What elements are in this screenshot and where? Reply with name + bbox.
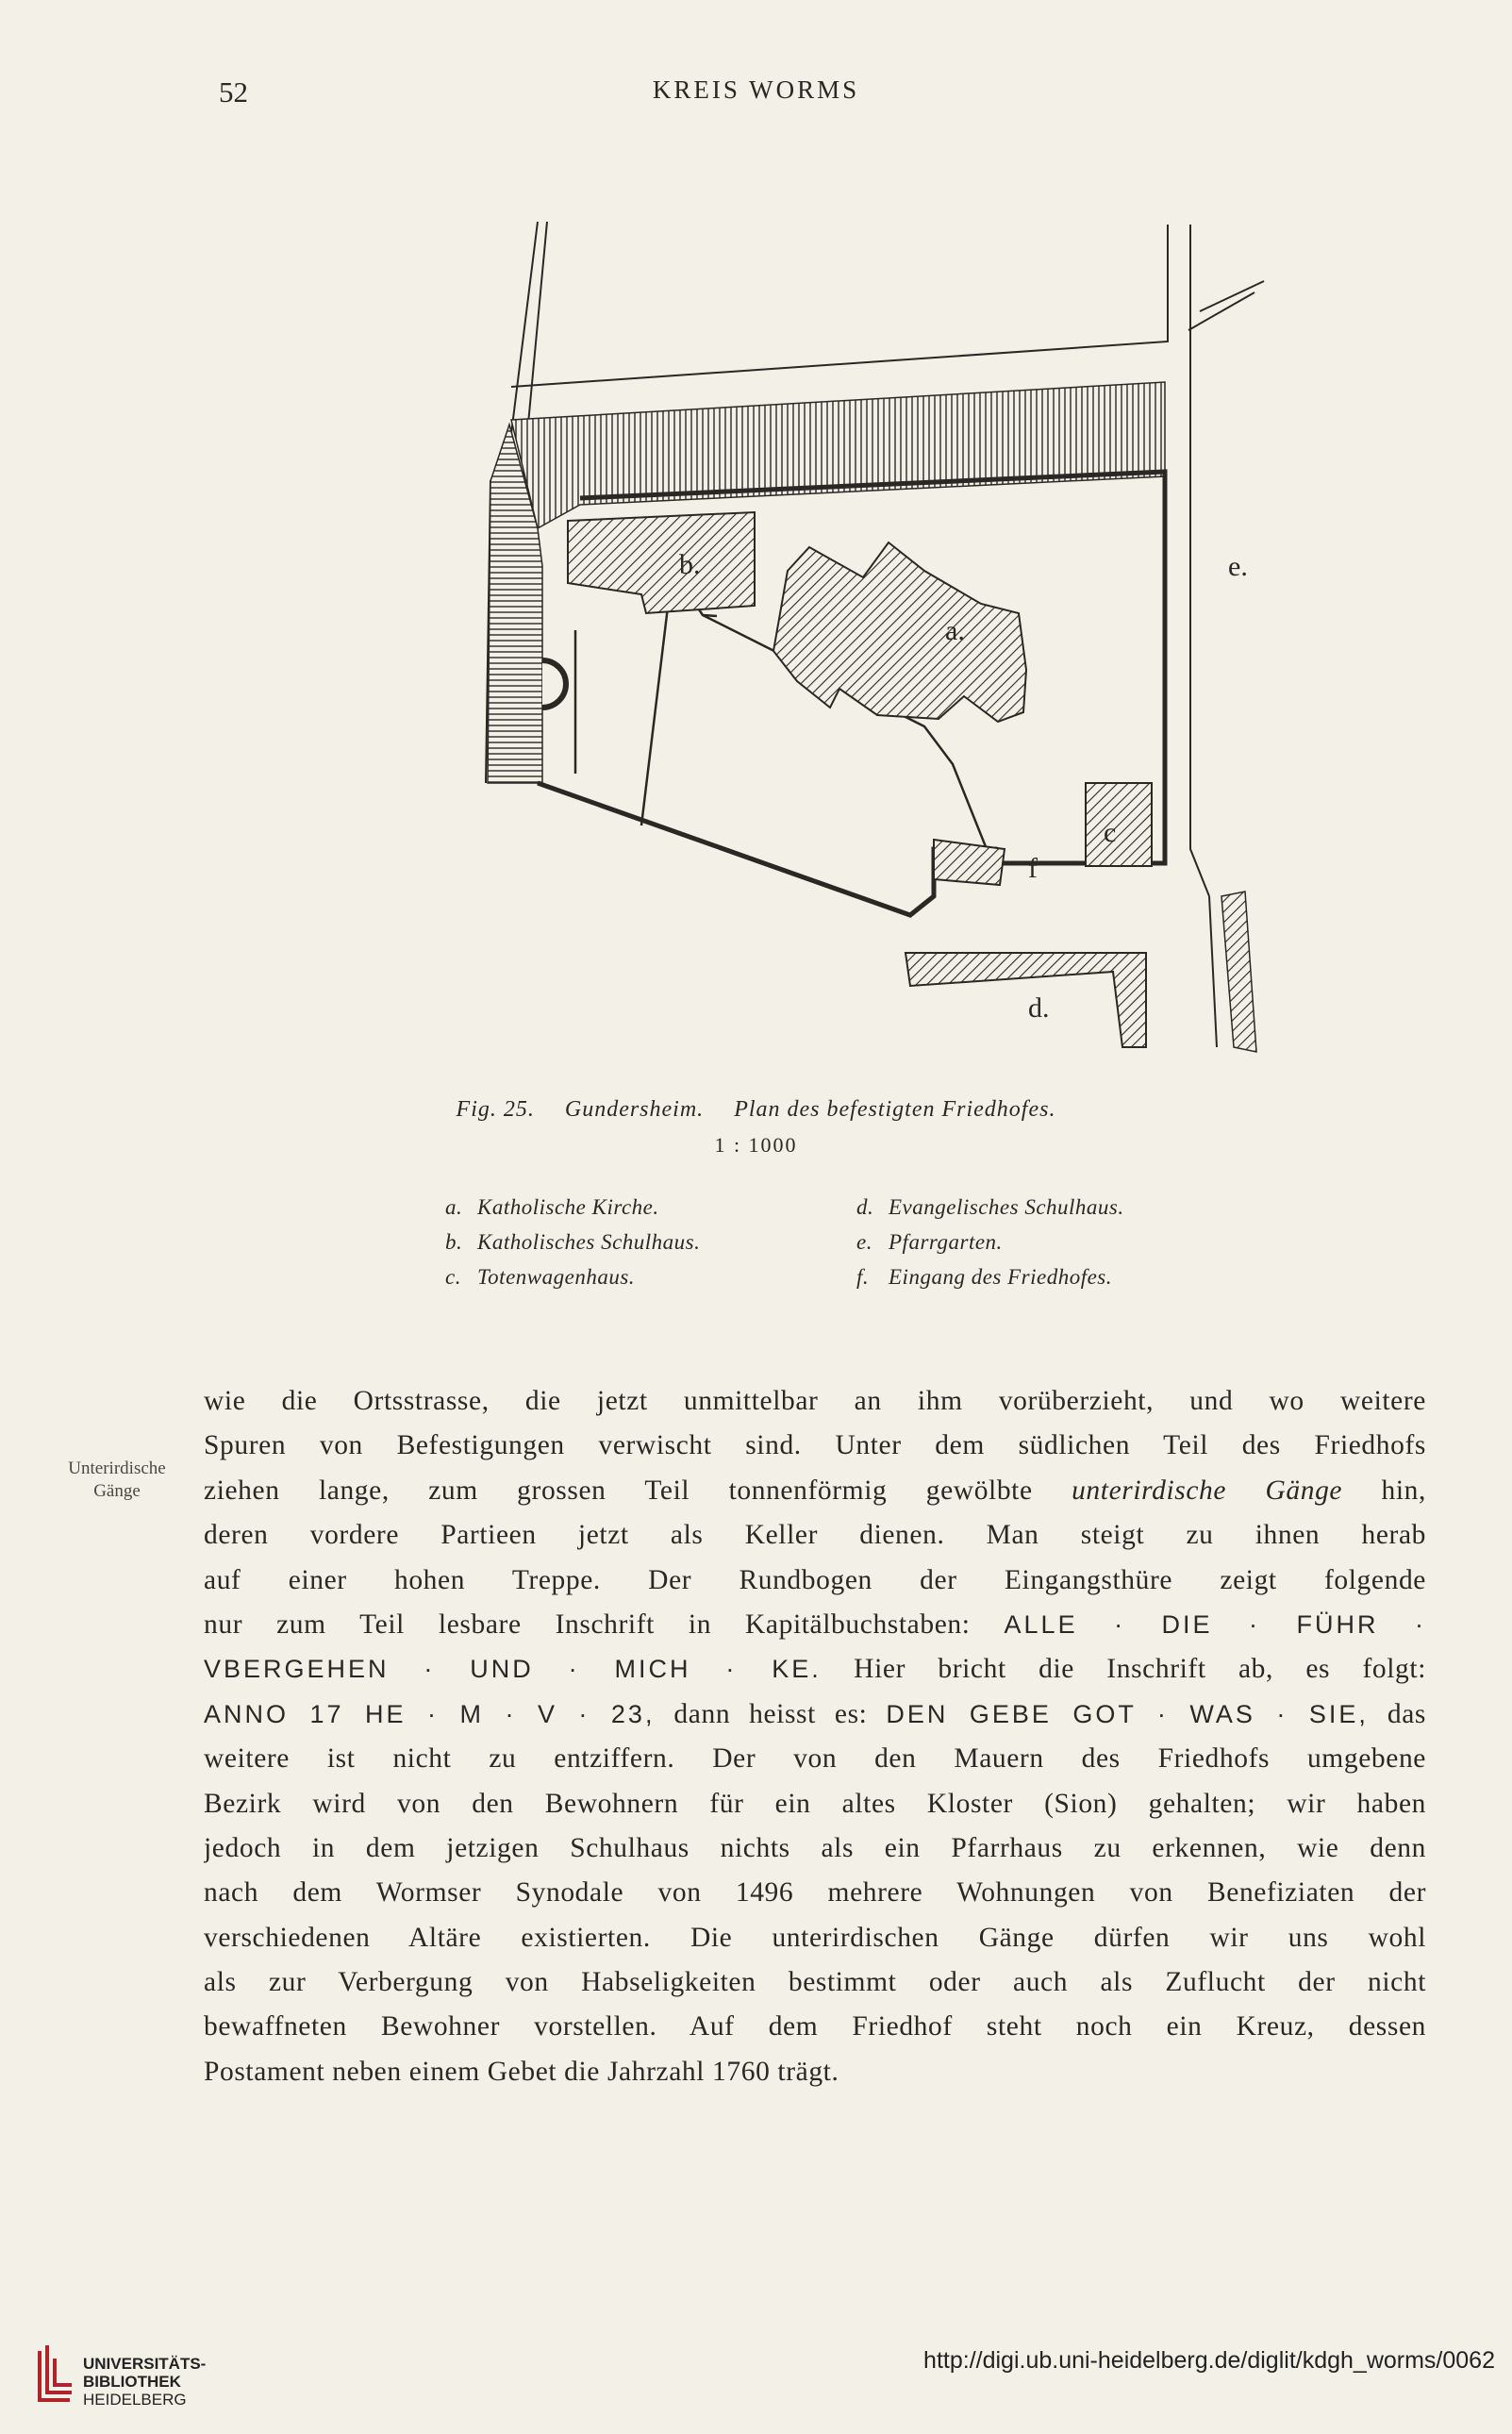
legend-right [856, 1190, 1124, 1294]
emphasis: unterirdische Gänge [1072, 1475, 1343, 1506]
margin-note: Unterirdische Gänge [68, 1459, 166, 1501]
text-line: deren vordere Partieen jetzt als Keller dienen. Man steigt zu ihnen herab [204, 1520, 1426, 1551]
east-wall-segment [1221, 892, 1256, 1052]
text-line: auf einer hohen Treppe. Der Rundbogen der Eingangsthüre zeigt folgende [204, 1564, 1426, 1595]
page-number: 52 [219, 75, 248, 108]
figure-caption [0, 1097, 1512, 1123]
building-c [1086, 783, 1152, 866]
running-head: KREIS WORMS [652, 75, 860, 104]
building-a [773, 542, 1026, 722]
inscription: DEN GEBE GOT · WAS · SIE, [886, 1699, 1369, 1728]
text-line: nur zum Teil lesbare Inschrift in Kapitälbuchstaben: ALLE · DIE · FÜHR · [204, 1609, 1426, 1640]
figure-number: Fig. 25. [456, 1097, 535, 1122]
north-wall [511, 382, 1165, 528]
text-line: ANNO 17 HE · M · V · 23, dann heisst es: DEN GEBE GOT · WAS · SIE, das [204, 1698, 1426, 1729]
text-line: ziehen lange, zum grossen Teil tonnenförmig gewölbte unterirdische Gänge hin, [204, 1475, 1426, 1506]
label-b: b. [679, 549, 701, 580]
figure-place: Gundersheim. [564, 1097, 705, 1122]
text-line: verschiedenen Altäre existierten. Die unterirdischen Gänge dürfen wir uns wohl [204, 1922, 1426, 1953]
library-logo-text: UNIVERSITÄTS- BIBLIOTHEK HEIDELBERG [83, 2355, 207, 2409]
legend-item: d. Evangelisches Schulhaus. [856, 1195, 1124, 1219]
legend-left [445, 1190, 700, 1294]
legend-item: e. Pfarrgarten. [856, 1230, 1003, 1254]
building-d [906, 953, 1146, 1047]
building-b [568, 512, 755, 613]
text-line: weitere ist nicht zu entziffern. Der von den Mauern des Friedhofs umgebene [204, 1743, 1426, 1775]
legend-item: c. Totenwagenhaus. [445, 1265, 636, 1289]
source-url-link[interactable]: http://digi.ub.uni-heidelberg.de/diglit/kdgh_worms/0062 [923, 2347, 1495, 2374]
text-line: jedoch in dem jetzigen Schulhaus nichts als ein Pfarrhaus zu erkennen, wie denn [204, 1832, 1426, 1863]
text-line: Postament neben einem Gebet die Jahrzahl 1760 trägt. [204, 2056, 839, 2087]
figure-scale: 1 : 1000 [714, 1133, 798, 1157]
label-d: d. [1028, 992, 1050, 1024]
text-line: VBERGEHEN · UND · MICH · KE. Hier bricht die Inschrift ab, es folgt: [204, 1654, 1426, 1685]
text-line: als zur Verbergung von Habseligkeiten bestimmt oder auch als Zuflucht der nicht [204, 1967, 1426, 1998]
figure-title: Plan des befestigten Friedhofes. [734, 1097, 1056, 1122]
text-line: Spuren von Befestigungen verwischt sind. Unter dem südlichen Teil des Friedhofs [204, 1430, 1426, 1461]
text-line: Bezirk wird von den Bewohnern für ein altes Kloster (Sion) gehalten; wir haben [204, 1788, 1426, 1819]
round-tower [542, 660, 566, 708]
inscription: ALLE · DIE · FÜHR · [1004, 1609, 1426, 1639]
text-line: nach dem Wormser Synodale von 1496 mehrere Wohnungen von Benefiziaten der [204, 1877, 1426, 1909]
library-logo-icon [34, 2342, 75, 2408]
inscription: VBERGEHEN · UND · MICH · KE. [204, 1655, 822, 1684]
legend-item: b. Katholisches Schulhaus. [445, 1230, 701, 1254]
label-e: e. [1228, 551, 1248, 582]
legend-item: a. Katholische Kirche. [445, 1195, 659, 1219]
text-line: bewaffneten Bewohner vorstellen. Auf dem Friedhof steht noch ein Kreuz, dessen [204, 2011, 1426, 2042]
cemetery-plan-figure [368, 198, 1273, 1066]
gate-block [934, 840, 1005, 885]
label-a: a. [945, 615, 965, 646]
label-c: c [1104, 817, 1117, 848]
body-text [204, 1379, 1426, 2094]
text-line: wie die Ortsstrasse, die jetzt unmittelbar an ihm vorüberzieht, und wo weitere [204, 1386, 1426, 1416]
label-f: f [1028, 853, 1038, 884]
legend-item: f. Eingang des Friedhofes. [856, 1265, 1112, 1289]
inscription: ANNO 17 HE · M · V · 23, [204, 1699, 656, 1728]
